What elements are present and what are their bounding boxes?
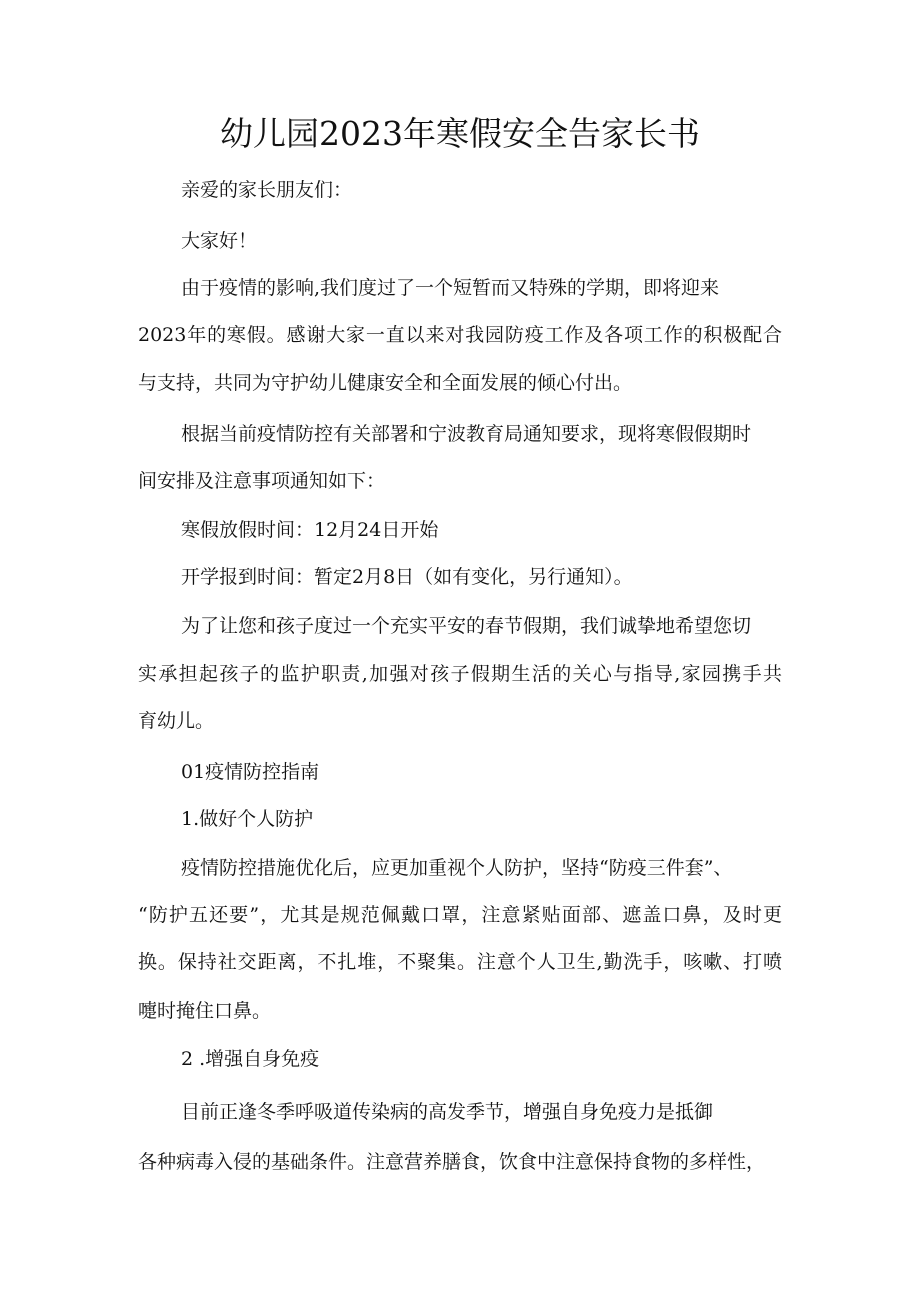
greeting: 大家好！ (181, 230, 258, 252)
paragraph-line: “防护五还要”，尤其是规范佩戴口罩，注意紧贴面部、遮盖口鼻，及时更 (138, 904, 782, 926)
paragraph-line: 目前正逢冬季呼吸道传染病的高发季节，增强自身免疫力是抵御 (181, 1101, 714, 1123)
paragraph-line: 与支持，共同为守护幼儿健康安全和全面发展的倾心付出。 (138, 372, 633, 394)
school-start-line: 开学报到时间：暂定2月8日（如有变化，另行通知）。 (181, 566, 633, 588)
paragraph-line: 换。保持社交距离，不扎堆，不聚集。注意个人卫生,勤洗手，咳嗽、打喷 (138, 951, 782, 973)
paragraph-line: 为了让您和孩子度过一个充实平安的春节假期，我们诚挚地希望您切 (181, 615, 752, 637)
subsection-heading: 2 .增强自身免疫 (181, 1048, 320, 1070)
subsection-heading: 1.做好个人防护 (181, 808, 314, 830)
paragraph-line: 间安排及注意事项通知如下： (138, 470, 386, 492)
salutation: 亲爱的家长朋友们： (181, 179, 353, 201)
paragraph-line: 疫情防控措施优化后，应更加重视个人防护，坚持“防疫三件套”、 (181, 857, 733, 879)
paragraph-line: 由于疫情的影响,我们度过了一个短暂而又特殊的学期，即将迎来 (181, 277, 720, 299)
paragraph-line: 各种病毒入侵的基础条件。注意营养膳食，饮食中注意保持食物的多样性， (138, 1151, 766, 1173)
paragraph-line: 根据当前疫情防控有关部署和宁波教育局通知要求，现将寒假假期时 (181, 423, 752, 445)
document-title: 幼儿园2023年寒假安全告家长书 (220, 114, 700, 153)
paragraph-line: 育幼儿。 (138, 710, 215, 732)
holiday-start-line: 寒假放假时间：12月24日开始 (181, 519, 439, 541)
paragraph-line: 嚏时掩住口鼻。 (138, 1000, 272, 1022)
paragraph-line: 实承担起孩子的监护职责,加强对孩子假期生活的关心与指导,家园携手共 (138, 663, 782, 685)
section-heading: 01疫情防控指南 (181, 761, 320, 783)
paragraph-line: 2023年的寒假。感谢大家一直以来对我园防疫工作及各项工作的积极配合 (138, 324, 782, 346)
